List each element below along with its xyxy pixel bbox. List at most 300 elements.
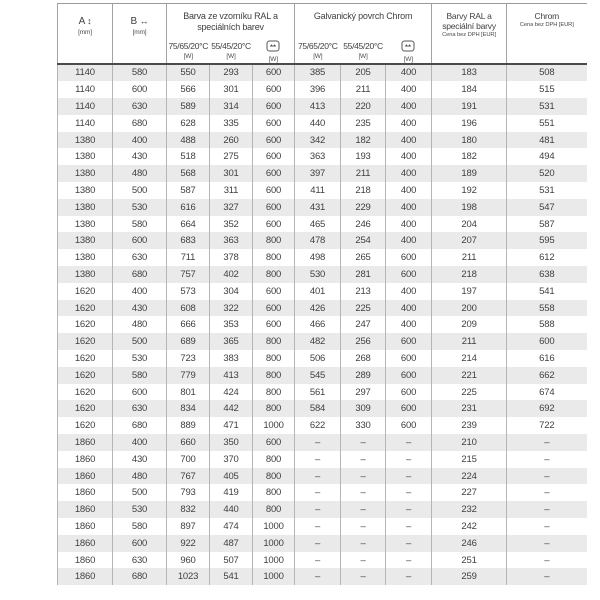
table-cell: 600 [253,300,295,317]
width-b-label: B ↔ [130,16,149,27]
table-cell: 800 [253,451,295,468]
table-cell: 589 [167,98,210,115]
table-cell: 580 [113,216,167,233]
table-cell: 225 [432,384,507,401]
table-cell: – [386,568,432,585]
table-cell: 518 [167,148,210,165]
column-header-price-chrome [507,4,587,64]
table-cell: 335 [210,115,253,132]
table-cell: 297 [341,384,386,401]
table-cell: 466 [295,316,341,333]
table-cell: 396 [295,81,341,98]
height-a-label: A ↕ [78,16,92,27]
table-cell: 413 [295,98,341,115]
table-cell: – [507,568,587,585]
table-cell: 800 [253,501,295,518]
table-cell: 363 [210,232,253,249]
watt-unit-label: [W] [358,52,368,60]
table-row [58,384,587,401]
table-cell: 800 [253,232,295,249]
table-cell: 211 [432,333,507,350]
table-cell: 400 [113,434,167,451]
table-cell: 480 [113,165,167,182]
table-cell: 327 [210,199,253,216]
table-cell: 662 [507,367,587,384]
table-cell: 227 [432,484,507,501]
table-cell: 1380 [58,249,113,266]
table-cell: 218 [341,182,386,199]
table-cell: 1140 [58,81,113,98]
table-row [58,165,587,182]
group-title-ral: Barva ze vzorníku RAL a speciálních barev [183,11,278,33]
table-cell: 1000 [253,417,295,434]
table-cell: – [507,451,587,468]
table-cell: – [295,468,341,485]
table-cell: 1860 [58,434,113,451]
table-cell: 378 [210,249,253,266]
table-cell: 400 [386,316,432,333]
table-cell: 680 [113,417,167,434]
table-cell: 1380 [58,216,113,233]
table-cell: 1860 [58,552,113,569]
horizontal-arrow-icon: ↔ [139,16,149,26]
table-cell: 184 [432,81,507,98]
table-cell: 215 [432,451,507,468]
table-cell: 330 [341,417,386,434]
table-cell: 897 [167,518,210,535]
table-cell: 689 [167,333,210,350]
table-cell: 1860 [58,535,113,552]
table-cell: 960 [167,552,210,569]
table-cell: 531 [507,98,587,115]
price-chrome-title: Chrom [534,11,560,21]
table-cell: 531 [507,182,587,199]
table-cell: 182 [432,148,507,165]
table-cell: 800 [253,266,295,283]
table-cell: 426 [295,300,341,317]
table-row [58,232,587,249]
table-cell: 800 [253,468,295,485]
table-cell: 494 [507,148,587,165]
table-cell: 191 [432,98,507,115]
table-cell: 442 [210,400,253,417]
table-cell: 547 [507,199,587,216]
table-row [58,417,587,434]
table-cell: 400 [386,300,432,317]
table-cell: 700 [167,451,210,468]
table-cell: 1380 [58,148,113,165]
table-cell: 383 [210,350,253,367]
column-header-height-a [58,4,113,64]
table-cell: 314 [210,98,253,115]
table-cell: 353 [210,316,253,333]
table-cell: 722 [507,417,587,434]
table-cell: 588 [507,316,587,333]
table-cell: 1023 [167,568,210,585]
table-cell: – [341,434,386,451]
table-cell: 214 [432,350,507,367]
table-cell: 232 [432,501,507,518]
table-cell: 419 [210,484,253,501]
table-cell: 530 [113,501,167,518]
table-cell: 246 [432,535,507,552]
subheader-chrome-75-65-20 [295,34,341,64]
table-cell: 800 [253,350,295,367]
table-row [58,199,587,216]
table-cell: 304 [210,283,253,300]
column-header-width-b [113,4,167,64]
table-cell: 600 [507,333,587,350]
table-cell: 1380 [58,132,113,149]
table-cell: 200 [432,300,507,317]
table-cell: 638 [507,266,587,283]
table-cell: – [507,501,587,518]
table-cell: 889 [167,417,210,434]
table-cell: 431 [295,199,341,216]
table-row [58,434,587,451]
table-row [58,115,587,132]
table-cell: 608 [167,300,210,317]
table-cell: 498 [295,249,341,266]
table-cell: 350 [210,434,253,451]
table-cell: – [295,484,341,501]
table-cell: 600 [253,165,295,182]
table-cell: 580 [113,367,167,384]
table-cell: 465 [295,216,341,233]
table-cell: 411 [295,182,341,199]
table-cell: 430 [113,148,167,165]
table-cell: 1620 [58,300,113,317]
table-row [58,568,587,585]
subheader-ral-55-45-20 [210,34,253,64]
table-cell: 213 [341,283,386,300]
table-cell: 515 [507,81,587,98]
table-cell: – [507,535,587,552]
table-cell: 587 [507,216,587,233]
table-cell: 680 [113,115,167,132]
table-cell: 600 [386,266,432,283]
table-cell: 1620 [58,316,113,333]
table-cell: 1860 [58,568,113,585]
table-cell: 400 [386,132,432,149]
table-cell: 800 [253,400,295,417]
subheader-ral-75-65-20 [167,34,210,64]
table-cell: 1380 [58,182,113,199]
electric-heating-element-icon [253,34,295,54]
table-cell: 1140 [58,64,113,82]
table-cell: 600 [386,417,432,434]
table-row [58,182,587,199]
watt-unit-label: [W] [268,55,278,63]
table-cell: – [386,518,432,535]
table-cell: 231 [432,400,507,417]
table-row [58,400,587,417]
table-row [58,148,587,165]
table-cell: 220 [341,98,386,115]
table-cell: 363 [295,148,341,165]
radiator-output-price-table [57,3,587,585]
table-cell: 630 [113,98,167,115]
table-cell: 281 [341,266,386,283]
table-cell: 558 [507,300,587,317]
table-cell: 580 [113,518,167,535]
table-cell: 692 [507,400,587,417]
height-a-unit: [mm] [78,29,92,36]
table-cell: 370 [210,451,253,468]
table-cell: 600 [253,216,295,233]
table-cell: 400 [386,232,432,249]
table-cell: 800 [253,484,295,501]
table-cell: 551 [507,115,587,132]
table-cell: 198 [432,199,507,216]
table-cell: 221 [432,367,507,384]
table-row [58,283,587,300]
table-cell: 204 [432,216,507,233]
table-cell: 595 [507,232,587,249]
table-cell: – [295,535,341,552]
table-cell: 235 [341,115,386,132]
table-cell: 193 [341,148,386,165]
table-cell: 680 [113,568,167,585]
table-cell: 211 [341,81,386,98]
table-cell: – [341,518,386,535]
table-cell: 600 [253,81,295,98]
table-cell: 600 [253,132,295,149]
table-cell: 832 [167,501,210,518]
table-cell: – [386,451,432,468]
table-cell: 205 [341,64,386,82]
table-cell: 1860 [58,468,113,485]
table-cell: 260 [210,132,253,149]
table-cell: 1380 [58,232,113,249]
table-cell: 660 [167,434,210,451]
table-cell: 385 [295,64,341,82]
table-cell: – [341,451,386,468]
table-cell: 265 [341,249,386,266]
table-cell: 779 [167,367,210,384]
table-cell: 488 [167,132,210,149]
table-cell: 293 [210,64,253,82]
table-cell: 566 [167,81,210,98]
table-cell: 500 [113,333,167,350]
table-cell: 430 [113,300,167,317]
table-cell: 365 [210,333,253,350]
table-cell: 550 [167,64,210,82]
watt-unit-label: [W] [183,52,193,60]
table-row [58,484,587,501]
table-cell: 1620 [58,417,113,434]
group-header-ral-colors [167,4,295,34]
table-cell: 1140 [58,98,113,115]
table-cell: 1860 [58,484,113,501]
table-cell: 541 [507,283,587,300]
table-cell: 189 [432,165,507,182]
table-cell: 1620 [58,283,113,300]
table-cell: 225 [341,300,386,317]
table-cell: 600 [253,199,295,216]
temp-regime-label: 55/45/20°C [343,40,383,51]
table-cell: – [386,484,432,501]
table-cell: 793 [167,484,210,501]
table-cell: 400 [386,64,432,82]
table-cell: 322 [210,300,253,317]
table-cell: 1620 [58,350,113,367]
table-cell: 801 [167,384,210,401]
table-row [58,350,587,367]
table-cell: 530 [113,199,167,216]
table-cell: 600 [253,434,295,451]
table-cell: 400 [386,148,432,165]
table-cell: 600 [386,249,432,266]
table-cell: 400 [386,165,432,182]
table-cell: 209 [432,316,507,333]
table-cell: 481 [507,132,587,149]
table-cell: – [386,501,432,518]
column-header-price-ral [432,4,507,64]
table-cell: 600 [386,367,432,384]
table-cell: 1620 [58,367,113,384]
table-cell: 480 [113,468,167,485]
table-cell: – [341,568,386,585]
table-cell: 600 [386,400,432,417]
table-cell: 683 [167,232,210,249]
table-row [58,333,587,350]
table-cell: – [295,568,341,585]
group-header-chrome-finish [295,4,432,34]
table-body [58,64,587,586]
table-cell: – [341,552,386,569]
table-cell: 183 [432,64,507,82]
table-cell: 541 [210,568,253,585]
table-row [58,468,587,485]
vertical-arrow-icon: ↕ [87,16,92,26]
table-cell: 600 [386,350,432,367]
table-cell: 275 [210,148,253,165]
table-cell: 239 [432,417,507,434]
table-cell: 1620 [58,400,113,417]
table-cell: 254 [341,232,386,249]
table-cell: 405 [210,468,253,485]
table-cell: – [507,552,587,569]
table-cell: 500 [113,484,167,501]
table-cell: – [386,468,432,485]
table-cell: 211 [341,165,386,182]
table-cell: 402 [210,266,253,283]
temp-regime-label: 75/65/20°C [297,40,338,51]
table-row [58,216,587,233]
table-cell: 211 [432,249,507,266]
table-cell: 259 [432,568,507,585]
table-cell: 301 [210,165,253,182]
table-cell: 440 [210,501,253,518]
table-cell: 487 [210,535,253,552]
table-cell: 600 [253,115,295,132]
table-cell: 1860 [58,518,113,535]
table-cell: 600 [113,232,167,249]
temp-regime-label: 75/65/20°C [168,40,209,51]
watt-unit-label: [W] [226,52,236,60]
table-cell: 480 [113,316,167,333]
table-row [58,98,587,115]
table-cell: 506 [295,350,341,367]
table-cell: 600 [253,283,295,300]
table-cell: 229 [341,199,386,216]
table-cell: 242 [432,518,507,535]
table-cell: 352 [210,216,253,233]
table-cell: 440 [295,115,341,132]
table-cell: 342 [295,132,341,149]
table-cell: – [295,518,341,535]
table-cell: 600 [253,64,295,82]
table-cell: 600 [113,384,167,401]
table-cell: 1000 [253,552,295,569]
temp-regime-label: 55/45/20°C [211,40,251,51]
table-cell: 196 [432,115,507,132]
table-row [58,451,587,468]
table-cell: 507 [210,552,253,569]
watt-unit-label: [W] [313,52,323,60]
table-cell: – [295,434,341,451]
table-cell: 471 [210,417,253,434]
table-cell: 251 [432,552,507,569]
table-cell: – [341,501,386,518]
table-cell: 587 [167,182,210,199]
table-cell: 247 [341,316,386,333]
table-cell: 210 [432,434,507,451]
table-cell: 400 [386,199,432,216]
table-cell: 482 [295,333,341,350]
table-cell: 301 [210,81,253,98]
table-cell: 711 [167,249,210,266]
table-cell: 182 [341,132,386,149]
table-cell: 800 [253,384,295,401]
table-cell: 674 [507,384,587,401]
table-cell: – [341,468,386,485]
table-cell: 192 [432,182,507,199]
table-cell: 800 [253,249,295,266]
table-cell: – [341,535,386,552]
table-cell: 1000 [253,518,295,535]
watt-unit-label: [W] [403,55,413,63]
subheader-chrome-55-45-20 [341,34,386,64]
table-cell: 268 [341,350,386,367]
table-cell: – [295,501,341,518]
subheader-chrome-electric [386,34,432,64]
table-cell: 1860 [58,451,113,468]
table-cell: 600 [253,98,295,115]
table-row [58,367,587,384]
table-cell: 680 [113,266,167,283]
table-cell: 400 [386,216,432,233]
table-row [58,249,587,266]
table-cell: 545 [295,367,341,384]
table-cell: – [507,434,587,451]
table-cell: 520 [507,165,587,182]
table-cell: 1000 [253,535,295,552]
table-cell: 530 [113,350,167,367]
table-cell: 430 [113,451,167,468]
table-cell: 224 [432,468,507,485]
group-title-chrome: Galvanický povrch Chrom [313,11,413,21]
table-cell: – [341,484,386,501]
table-cell: 600 [113,81,167,98]
table-cell: – [507,484,587,501]
table-row [58,518,587,535]
table-cell: 400 [113,283,167,300]
table-cell: 573 [167,283,210,300]
table-cell: 197 [432,283,507,300]
table-row [58,64,587,82]
